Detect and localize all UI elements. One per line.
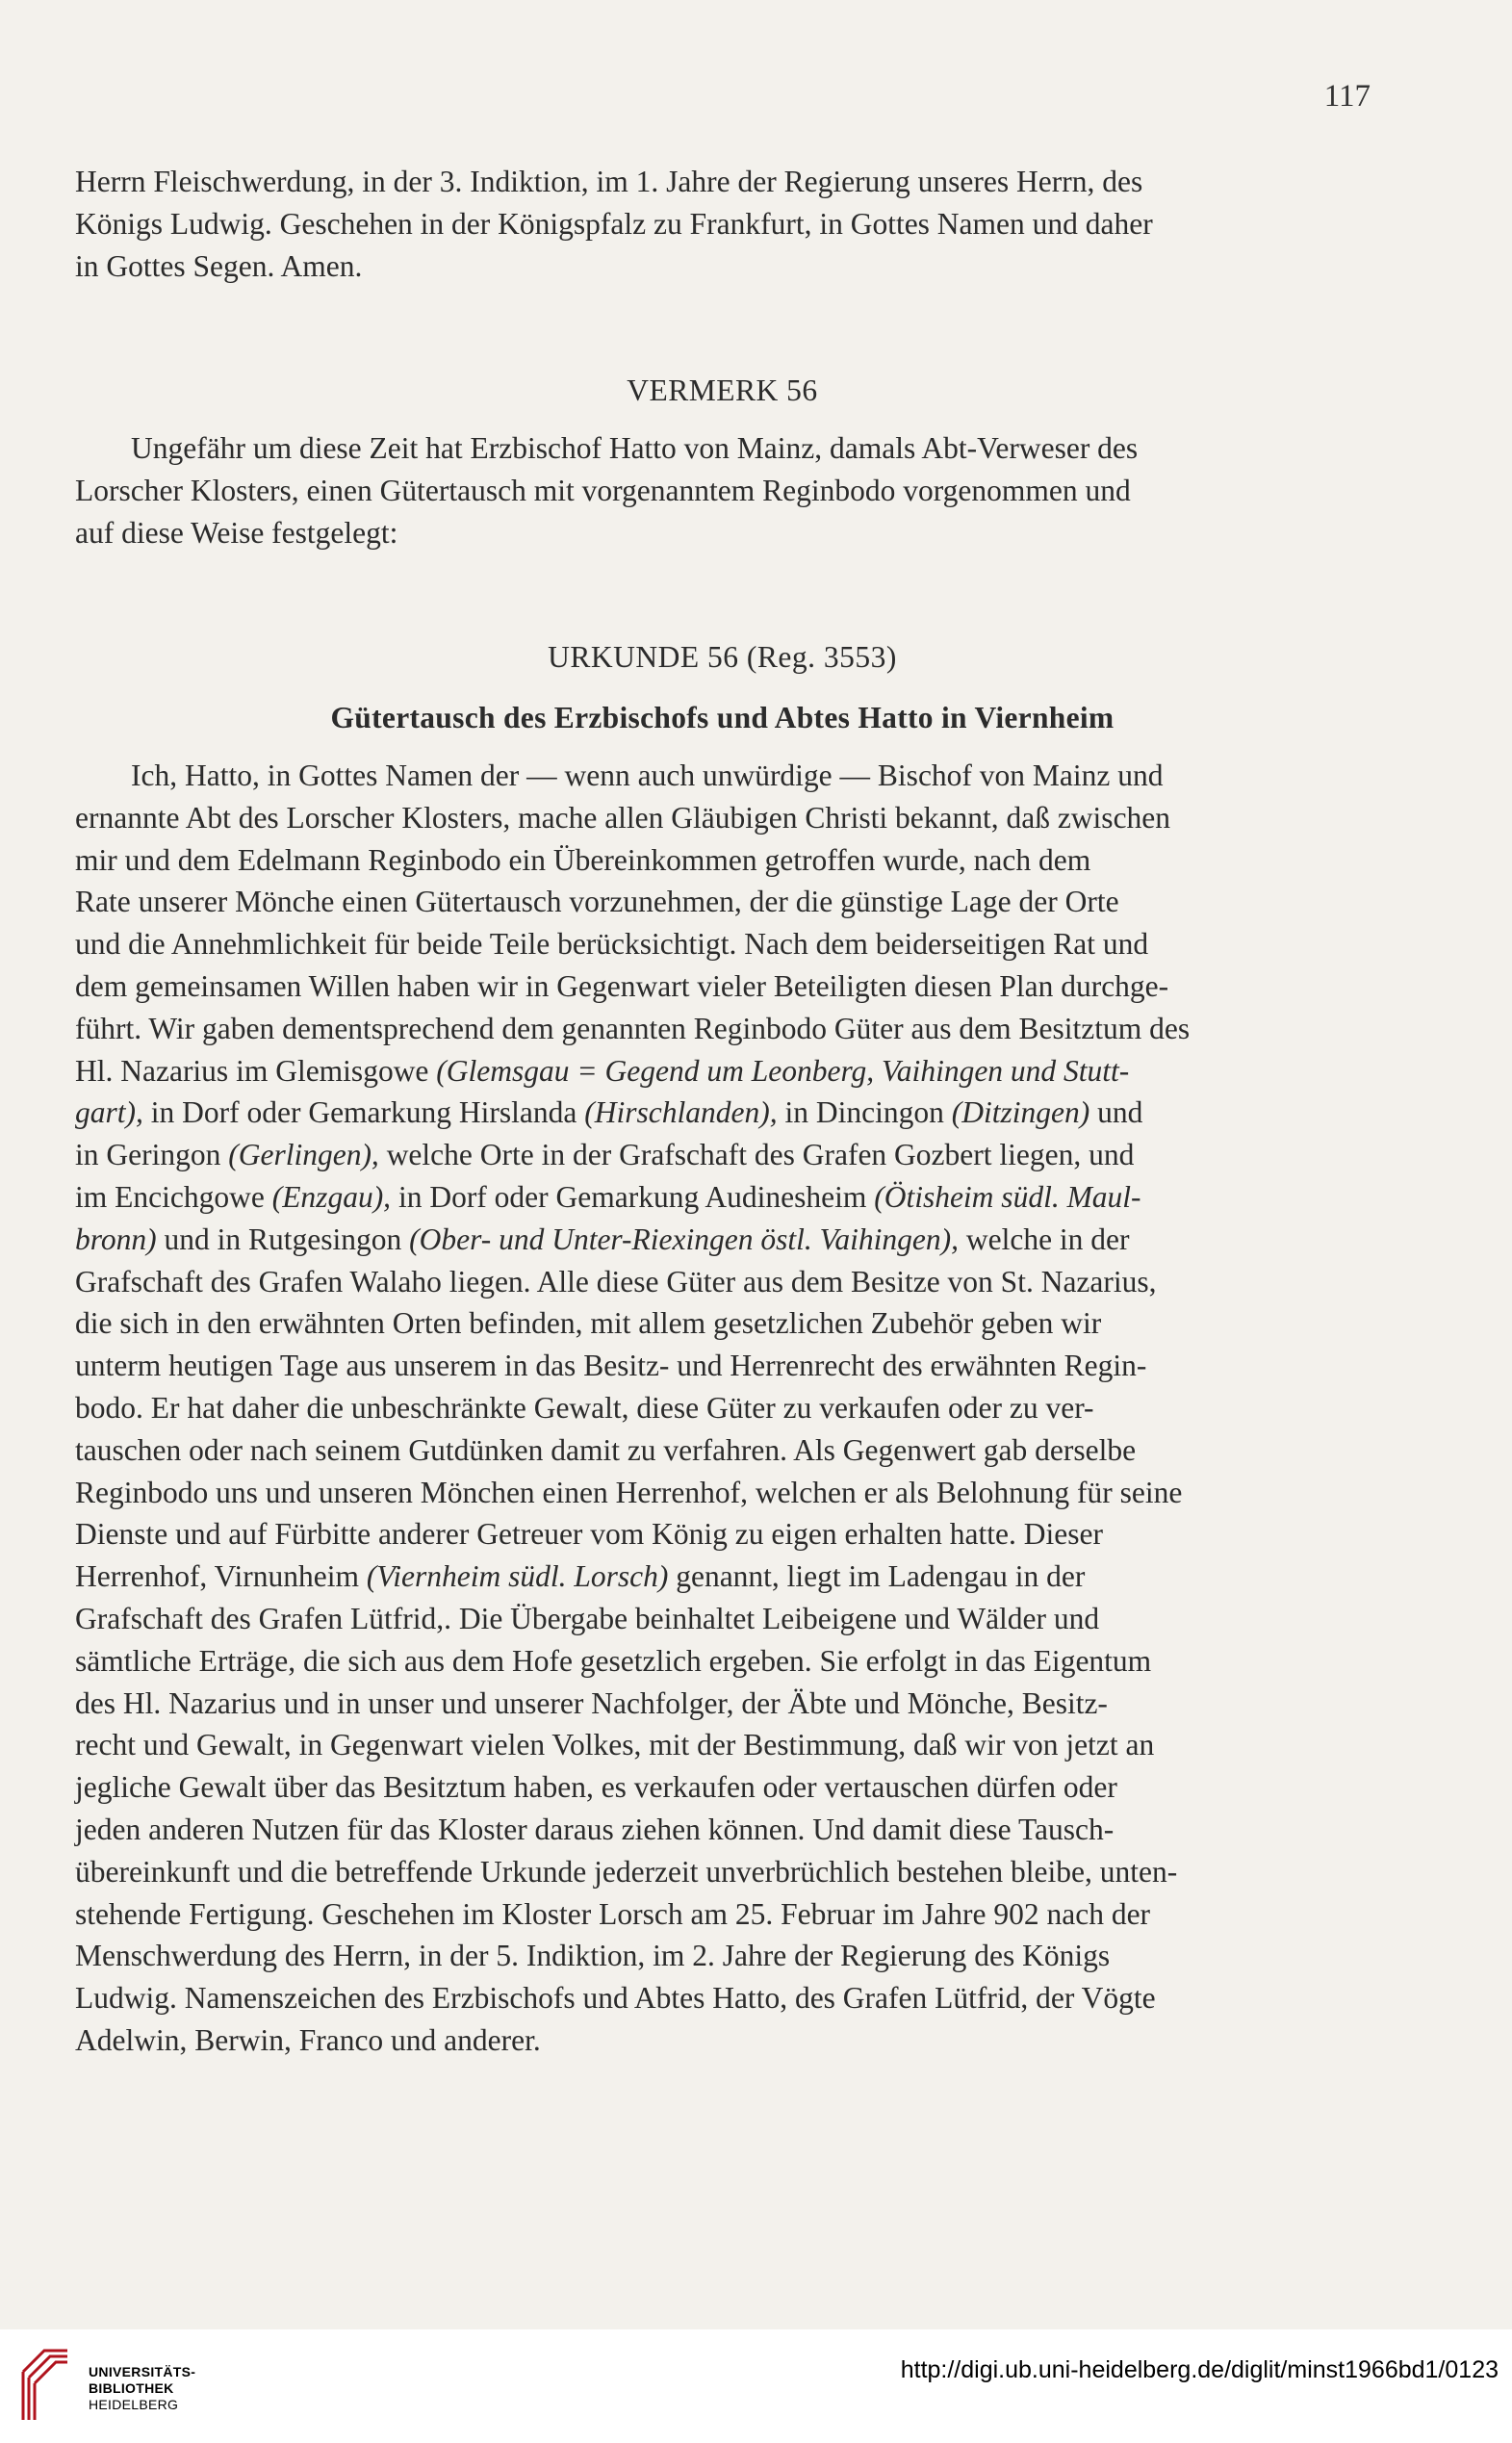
text-line: Grafschaft des Grafen Walaho liegen. Alle diese Güter aus dem Besitze von St. Nazarius,: [75, 1264, 1157, 1299]
text-line: [75, 1050, 1370, 1093]
text-line: Ungefähr um diese Zeit hat Erzbischof Hatto von Mainz, damals Abt-Verweser des: [131, 431, 1139, 465]
text-span: welche Orte in der Grafschaft des Grafen Gozbert liegen, und: [378, 1138, 1135, 1172]
urkunde-heading: URKUNDE 56 (Reg. 3553): [548, 640, 897, 674]
text-line: führt. Wir gaben dementsprechend dem genannten Reginbodo Güter aus dem Besitztum des: [75, 1011, 1191, 1045]
text-line: auf diese Weise festgelegt:: [75, 515, 398, 550]
text-span: genannt, liegt im Ladengau in der: [668, 1559, 1086, 1594]
text-line: Dienste und auf Fürbitte anderer Getreuer vom König zu eigen erhalten hatte. Dieser: [75, 1517, 1103, 1552]
text-line: [75, 1556, 1370, 1598]
text-line: dem gemeinsamen Willen haben wir in Gegenwart vieler Beteiligten diesen Plan durchge-: [75, 968, 1169, 1003]
text-line: Rate unserer Mönche einen Gütertausch vorzunehmen, der die günstige Lage der Orte: [75, 885, 1119, 919]
text-span: und: [1089, 1095, 1143, 1130]
text-span: Herrenhof, Virnunheim: [75, 1559, 367, 1594]
text-line: stehende Fertigung. Geschehen im Kloster Lorsch am 25. Februar im Jahre 902 nach der: [75, 1896, 1151, 1931]
vermerk-heading: VERMERK 56: [627, 373, 818, 407]
text-line: mir und dem Edelmann Reginbodo ein Übereinkommen getroffen wurde, nach dem: [75, 842, 1091, 877]
vermerk-paragraph: [75, 427, 1370, 553]
text-line: in Gottes Segen. Amen.: [75, 248, 363, 283]
text-line: des Hl. Nazarius und in unser und unserer Nachfolger, der Äbte und Mönche, Besitz-: [75, 1685, 1108, 1720]
text-span: in Dorf oder Gemarkung Audinesheim: [391, 1179, 875, 1214]
text-line: Menschwerdung des Herrn, in der 5. Indiktion, im 2. Jahre der Regierung des Königs: [75, 1939, 1111, 1973]
text-line: jegliche Gewalt über das Besitztum haben, es verkaufen oder vertauschen dürfen oder: [75, 1770, 1117, 1805]
italic-gloss: gart),: [75, 1095, 143, 1130]
urkunde-subheading: Gütertausch des Erzbischofs und Abtes Hatto in Viernheim: [330, 701, 1115, 734]
text-line: recht und Gewalt, in Gegenwart vielen Volkes, mit der Bestimmung, daß wir von jetzt an: [75, 1728, 1155, 1762]
italic-gloss: (Hirschlanden),: [584, 1095, 778, 1130]
text-span: welche in der: [958, 1222, 1130, 1256]
library-footer: [0, 2329, 1512, 2443]
text-line: bodo. Er hat daher die unbeschränkte Gewalt, diese Güter zu verkaufen oder zu ver-: [75, 1390, 1094, 1425]
urkunde-body: [75, 755, 1370, 2062]
text-line: sämtliche Erträge, die sich aus dem Hofe gesetzlich ergeben. Sie erfolgt in das Eigentum: [75, 1643, 1152, 1678]
text-line: Adelwin, Berwin, Franco und anderer.: [75, 2022, 541, 2057]
text-span: in Dincingon: [777, 1095, 952, 1130]
library-name: [89, 2364, 195, 2413]
text-line: und die Annehmlichkeit für beide Teile berücksichtigt. Nach dem beiderseitigen Rat und: [75, 927, 1149, 962]
text-span: und in Rutgesingon: [156, 1222, 410, 1256]
text-line: Ich, Hatto, in Gottes Namen der — wenn auch unwürdige — Bischof von Mainz und: [131, 759, 1164, 792]
intro-paragraph: [75, 161, 1370, 287]
text-line: Grafschaft des Grafen Lütfrid,. Die Übergabe beinhaltet Leibeigene und Wälder und: [75, 1601, 1100, 1635]
text-span: in Dorf oder Gemarkung Hirslanda: [142, 1095, 585, 1130]
text-line: [75, 1092, 1370, 1134]
text-line: Herrn Fleischwerdung, in der 3. Indiktion, im 1. Jahre der Regierung unseres Herrn, des: [75, 165, 1143, 198]
text-line: Königs Ludwig. Geschehen in der Königspfalz zu Frankfurt, in Gottes Namen und daher: [75, 206, 1153, 241]
source-url-link[interactable]: http://digi.ub.uni-heidelberg.de/diglit/minst1966bd1/0123: [900, 2356, 1499, 2383]
text-line: die sich in den erwähnten Orten befinden, mit allem gesetzlichen Zubehör geben wir: [75, 1306, 1102, 1341]
text-line: [75, 1219, 1370, 1261]
text-line: ernannte Abt des Lorscher Klosters, mache allen Gläubigen Christi bekannt, daß zwischen: [75, 800, 1171, 835]
text-line: übereinkunft und die betreffende Urkunde jederzeit unverbrüchlich bestehen bleibe, unten-: [75, 1854, 1178, 1889]
text-line: jeden anderen Nutzen für das Kloster daraus ziehen können. Und damit diese Tausch-: [75, 1812, 1115, 1846]
text-span: in Geringon: [75, 1138, 229, 1172]
library-name-line: BIBLIOTHEK: [89, 2380, 174, 2396]
page-number: 117: [1323, 79, 1371, 114]
italic-gloss: (Glemsgau = Gegend um Leonberg, Vaihingen und Stutt-: [436, 1053, 1130, 1088]
italic-gloss: (Viernheim südl. Lorsch): [366, 1559, 669, 1594]
italic-gloss: (Gerlingen),: [228, 1138, 379, 1172]
italic-gloss: (Ditzingen): [951, 1095, 1090, 1130]
text-line: Reginbodo uns und unseren Mönchen einen Herrenhof, welchen er als Belohnung für seine: [75, 1475, 1183, 1509]
italic-gloss: (Ober- und Unter-Riexingen östl. Vaihingen),: [409, 1222, 959, 1256]
text-span: im Encichgowe: [75, 1179, 272, 1214]
library-logo-icon: [15, 2343, 75, 2428]
text-line: [75, 1176, 1370, 1219]
library-name-line: HEIDELBERG: [89, 2397, 179, 2412]
text-span: Hl. Nazarius im Glemisgowe: [75, 1053, 437, 1088]
library-name-line: UNIVERSITÄTS-: [89, 2364, 196, 2379]
text-line: [75, 1134, 1370, 1176]
text-line: Lorscher Klosters, einen Gütertausch mit vorgenanntem Reginbodo vorgenommen und: [75, 473, 1131, 507]
italic-gloss: bronn): [75, 1222, 157, 1256]
text-line: tauschen oder nach seinem Gutdünken damit zu verfahren. Als Gegenwert gab derselbe: [75, 1432, 1137, 1467]
italic-gloss: (Enzgau),: [271, 1179, 392, 1214]
text-line: Ludwig. Namenszeichen des Erzbischofs und Abtes Hatto, des Grafen Lütfrid, der Vögte: [75, 1981, 1156, 2016]
italic-gloss: (Ötisheim südl. Maul-: [874, 1179, 1141, 1214]
text-line: unterm heutigen Tage aus unserem in das Besitz- und Herrenrecht des erwähnten Regin-: [75, 1349, 1147, 1383]
